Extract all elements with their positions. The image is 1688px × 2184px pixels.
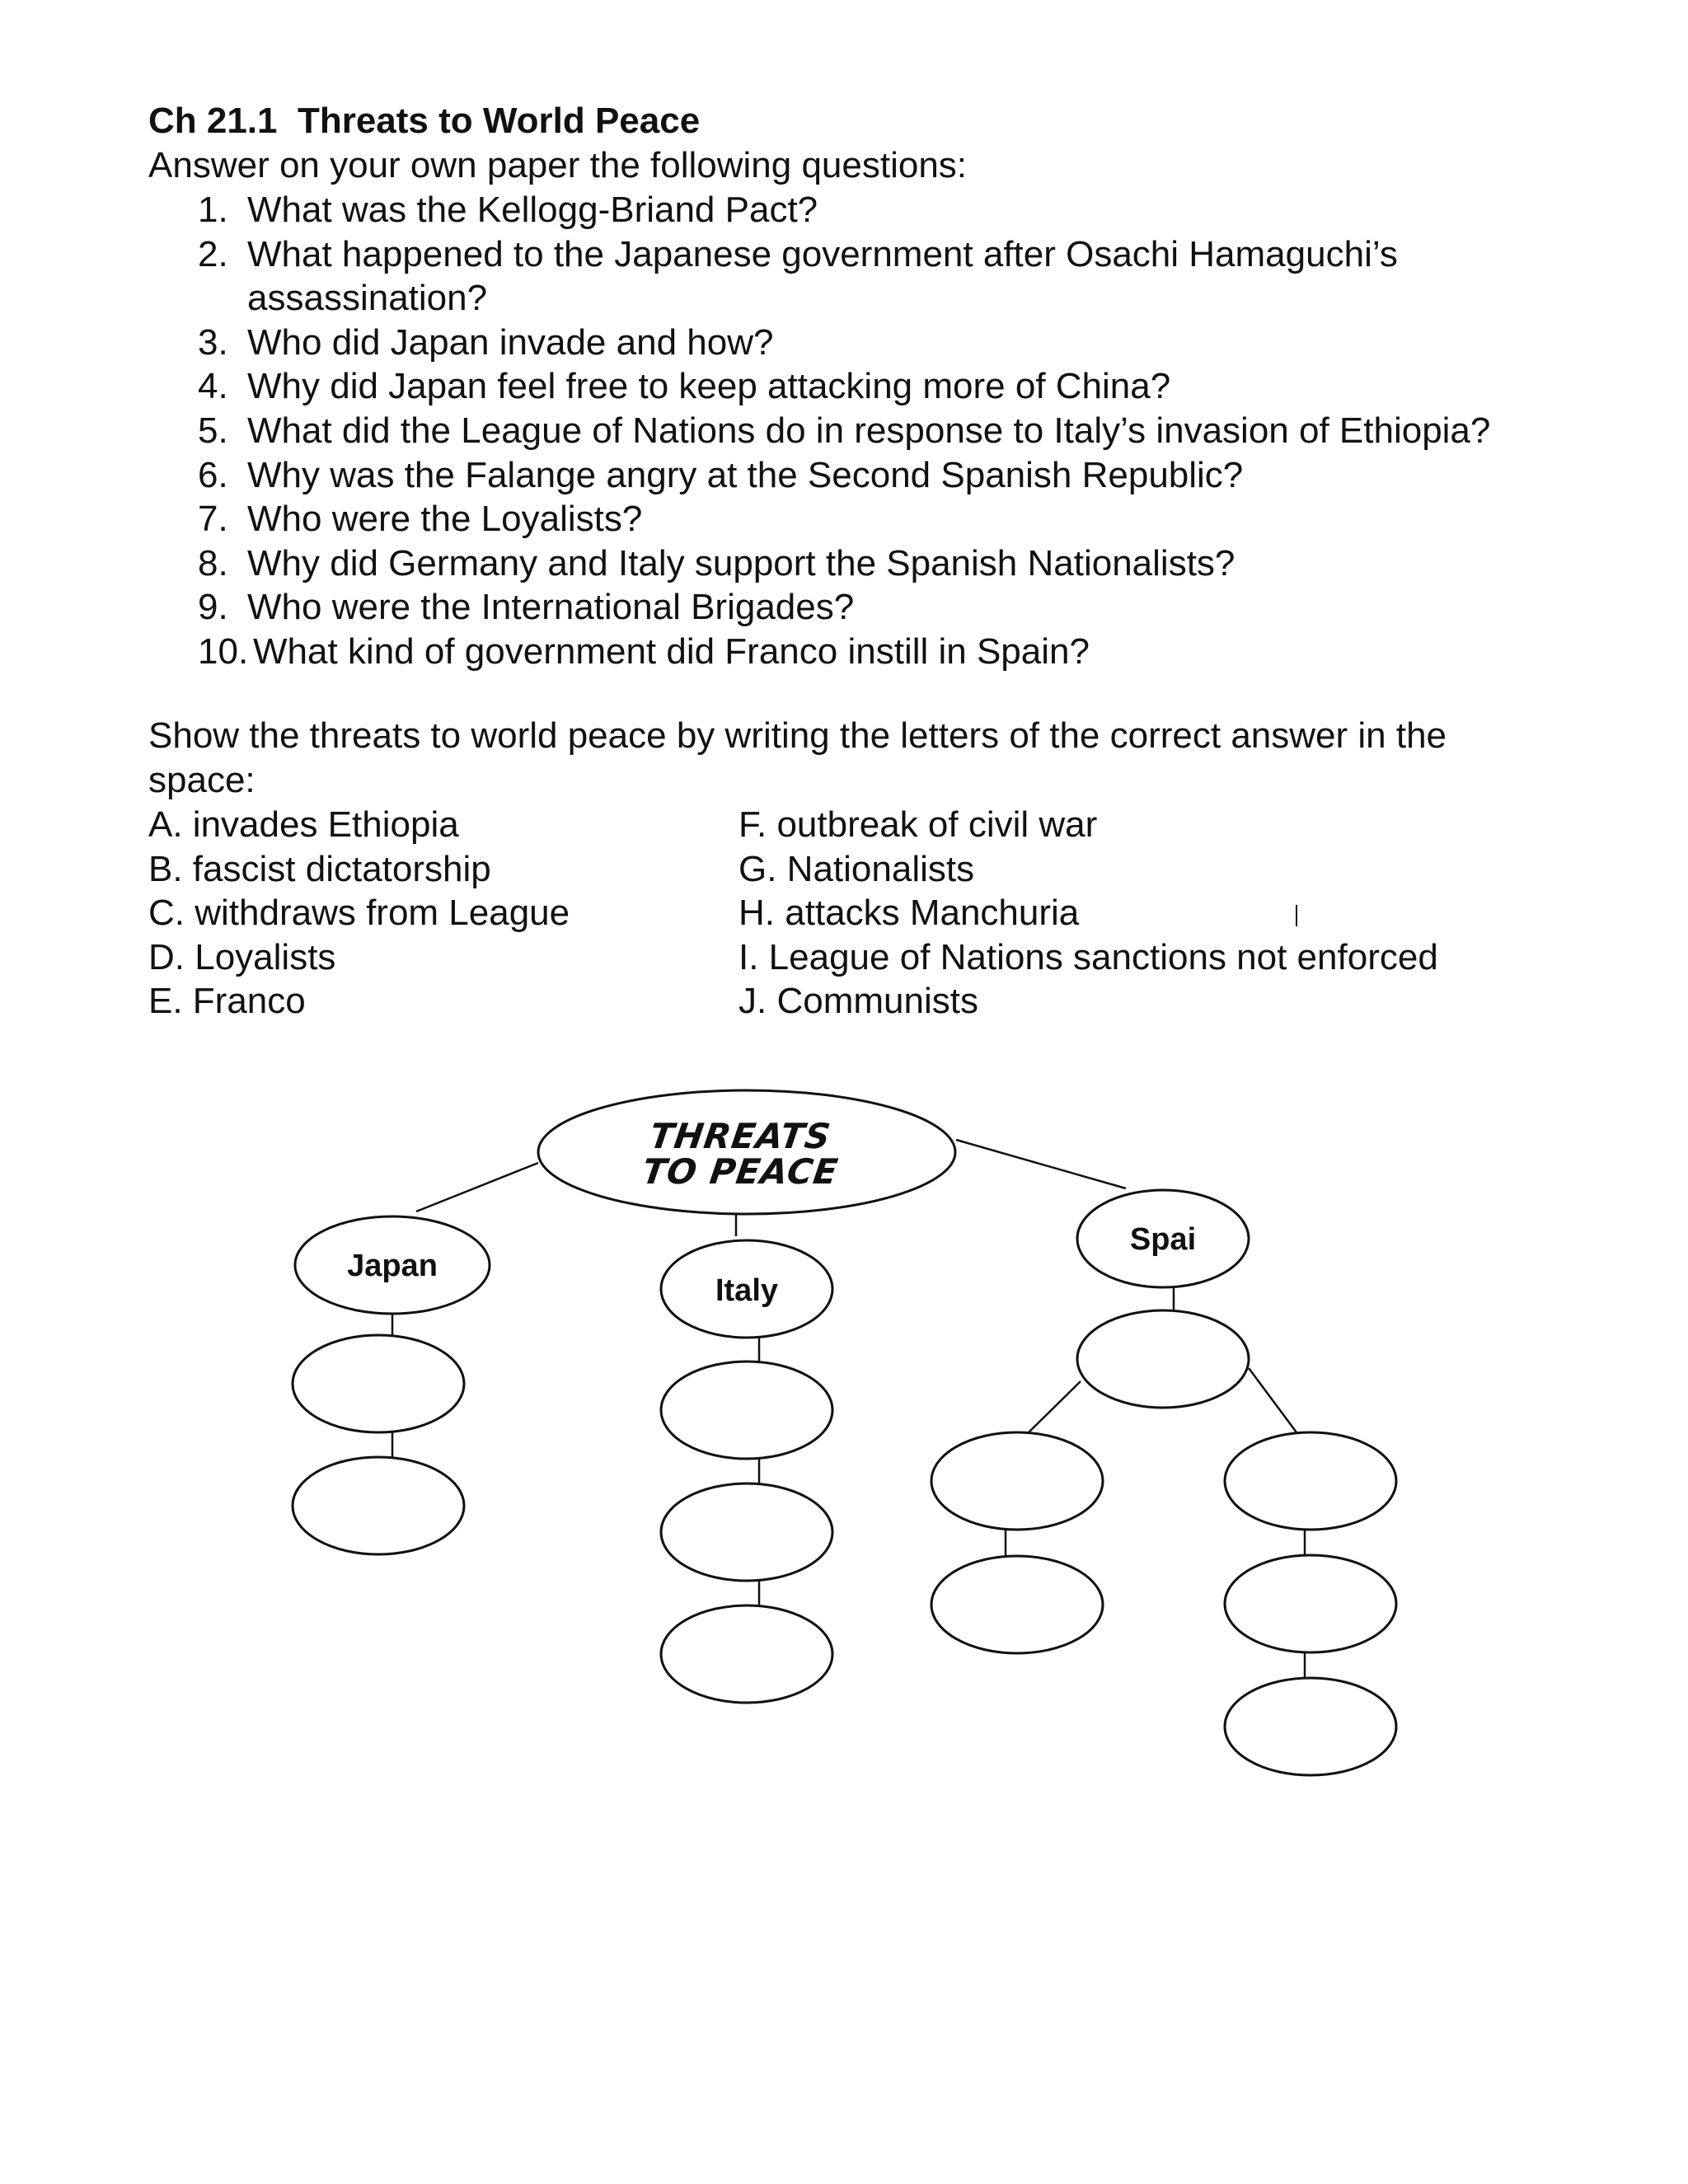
answer-choice: I. League of Nations sanctions not enforced (738, 936, 1438, 977)
question-text: What kind of government did Franco instill in Spain? (253, 630, 1090, 672)
answer-choice: E. Franco (148, 981, 306, 1022)
root-label-line2: TO PEACE (640, 1151, 842, 1192)
spain-blank-oval-right-1[interactable] (1225, 1432, 1396, 1530)
question-number: 2. (198, 233, 228, 274)
question-number: 1. (198, 190, 228, 230)
answer-choice: F. outbreak of civil war (738, 804, 1098, 845)
question-text: Who did Japan invade and how? (247, 321, 774, 363)
spain-blank-oval-right-3[interactable] (1225, 1678, 1396, 1775)
question-number: 9. (198, 587, 228, 628)
answer-choice: C. withdraws from League (148, 893, 570, 934)
japan-blank-oval-2[interactable] (293, 1457, 464, 1554)
italy-label: Italy (715, 1273, 779, 1308)
japan-blank-oval-1[interactable] (293, 1335, 464, 1432)
connector-spain-right (1249, 1368, 1296, 1432)
question-text: Why did Japan feel free to keep attacking more of China? (247, 366, 1171, 407)
question-number: 6. (198, 454, 228, 495)
questions-instructions: Answer on your own paper the following questions: (148, 145, 968, 185)
question-text-continuation: assassination? (247, 278, 488, 319)
answer-choice: B. fascist dictatorship (148, 848, 491, 889)
connector-root-japan (416, 1163, 538, 1212)
spain-label: Spai (1129, 1222, 1197, 1257)
answer-choice: D. Loyalists (148, 936, 336, 977)
root-label-line1: THREATS (647, 1116, 834, 1156)
question-number: 7. (198, 499, 228, 540)
question-number: 5. (198, 410, 228, 451)
spain-blank-oval-left-1[interactable] (931, 1432, 1103, 1530)
italy-blank-oval-1[interactable] (661, 1361, 832, 1459)
italy-blank-oval-3[interactable] (661, 1605, 832, 1703)
question-text: Who were the Loyalists? (247, 499, 643, 540)
question-number: 4. (198, 366, 228, 407)
matching-instructions: Show the threats to world peace by writing the letters of the correct answer in the space: (148, 715, 1447, 800)
answer-choice: H. attacks Manchuria (738, 893, 1080, 934)
question-text: Why was the Falange angry at the Second Spanish Republic? (247, 454, 1244, 495)
question-number: 8. (198, 542, 228, 583)
spain-blank-oval-left-2[interactable] (931, 1556, 1103, 1653)
answer-choice: A. invades Ethiopia (148, 804, 459, 845)
italy-blank-oval-2[interactable] (661, 1483, 832, 1581)
question-text: Who were the International Brigades? (247, 587, 855, 628)
spain-blank-oval-right-2[interactable] (1225, 1555, 1396, 1652)
japan-label: Japan (347, 1249, 438, 1283)
question-number: 3. (198, 321, 228, 363)
spain-blank-oval-1[interactable] (1077, 1310, 1249, 1408)
question-text: What was the Kellogg-Briand Pact? (247, 190, 818, 230)
connector-root-spain (956, 1140, 1126, 1188)
question-text: What did the League of Nations do in response to Italy’s invasion of Ethiopia? (247, 410, 1491, 451)
worksheet-title: Ch 21.1 Threats to World Peace (148, 101, 701, 141)
answer-choice: J. Communists (738, 981, 978, 1022)
question-text: Why did Germany and Italy support the Spanish Nationalists? (247, 542, 1236, 583)
answer-choice: G. Nationalists (738, 848, 975, 889)
question-text: What happened to the Japanese government after Osachi Hamaguchi’s (247, 233, 1398, 274)
connector-spain-left (1029, 1381, 1081, 1432)
question-number: 10. (198, 630, 249, 672)
